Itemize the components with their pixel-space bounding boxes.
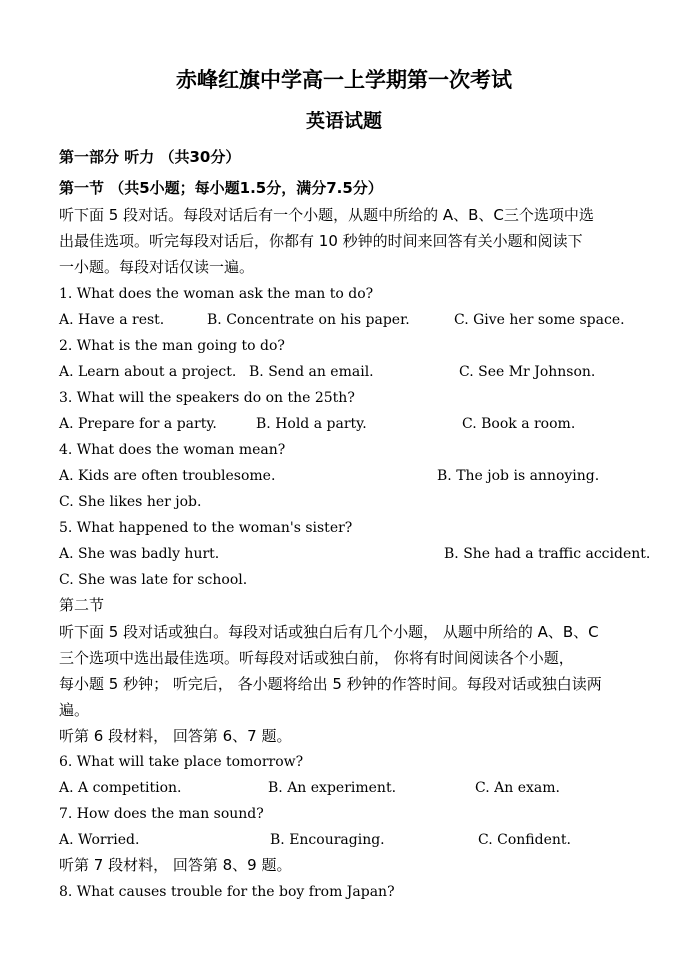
question-8: 8. What causes trouble for the boy from Japan? — [59, 884, 395, 900]
q4-option-c: C. She likes her job. — [59, 494, 202, 510]
q3-option-a: A. Prepare for a party. — [59, 416, 217, 432]
material-6-note: 听第 6 段材料， 回答第 6、7 题。 — [59, 727, 292, 745]
instruction-line: 听下面 5 段对话或独白。每段对话或独白后有几个小题， 从题中所给的 A、B、C — [59, 623, 599, 641]
q2-option-b: B. Send an email. — [249, 364, 374, 380]
question-4: 4. What does the woman mean? — [59, 442, 286, 458]
q6-option-b: B. An experiment. — [268, 780, 397, 796]
instruction-line: 遍。 — [59, 701, 90, 719]
q4-option-b: B. The job is annoying. — [437, 468, 600, 484]
instruction-line: 每小题 5 秒钟； 听完后， 各小题将给出 5 秒钟的作答时间。每段对话或独白读两 — [59, 675, 602, 693]
q7-option-a: A. Worried. — [59, 832, 140, 848]
part1-heading: 第一部分 听力 （共30分） — [59, 148, 241, 166]
question-2: 2. What is the man going to do? — [59, 338, 285, 354]
question-6: 6. What will take place tomorrow? — [59, 754, 304, 770]
question-7: 7. How does the man sound? — [59, 806, 264, 822]
q5-option-c: C. She was late for school. — [59, 572, 248, 588]
q1-option-c: C. Give her some space. — [454, 312, 625, 328]
q6-option-c: C. An exam. — [475, 780, 560, 796]
instruction-line: 出最佳选项。听完每段对话后，你都有 10 秒钟的时间来回答有关小题和阅读下 — [59, 232, 583, 250]
q3-option-b: B. Hold a party. — [256, 416, 367, 432]
q7-option-c: C. Confident. — [478, 832, 571, 848]
q1-option-b: B. Concentrate on his paper. — [207, 312, 410, 328]
q2-option-a: A. Learn about a project. — [59, 364, 237, 380]
q5-option-a: A. She was badly hurt. — [59, 546, 220, 562]
material-7-note: 听第 7 段材料， 回答第 8、9 题。 — [59, 856, 292, 874]
instruction-line: 一小题。每段对话仅读一遍。 — [59, 258, 255, 276]
q4-option-a: A. Kids are often troublesome. — [59, 468, 276, 484]
question-5: 5. What happened to the woman's sister? — [59, 520, 353, 536]
instruction-line: 听下面 5 段对话。每段对话后有一个小题，从题中所给的 A、B、C三个选项中选 — [59, 206, 594, 224]
q6-option-a: A. A competition. — [59, 780, 182, 796]
q7-option-b: B. Encouraging. — [270, 832, 385, 848]
q1-option-a: A. Have a rest. — [59, 312, 165, 328]
question-3: 3. What will the speakers do on the 25th? — [59, 390, 355, 406]
q2-option-c: C. See Mr Johnson. — [459, 364, 596, 380]
q5-option-b: B. She had a traffic accident. — [444, 546, 651, 562]
q3-option-c: C. Book a room. — [462, 416, 576, 432]
exam-title: 赤峰红旗中学高一上学期第一次考试 — [176, 68, 512, 92]
section1-heading: 第一节 （共5小题；每小题1.5分，满分7.5分） — [59, 179, 383, 197]
section2-heading: 第二节 — [59, 596, 105, 614]
question-1: 1. What does the woman ask the man to do? — [59, 286, 374, 302]
exam-subtitle: 英语试题 — [305, 110, 382, 132]
instruction-line: 三个选项中选出最佳选项。听每段对话或独白前， 你将有时间阅读各个小题， — [59, 649, 574, 667]
